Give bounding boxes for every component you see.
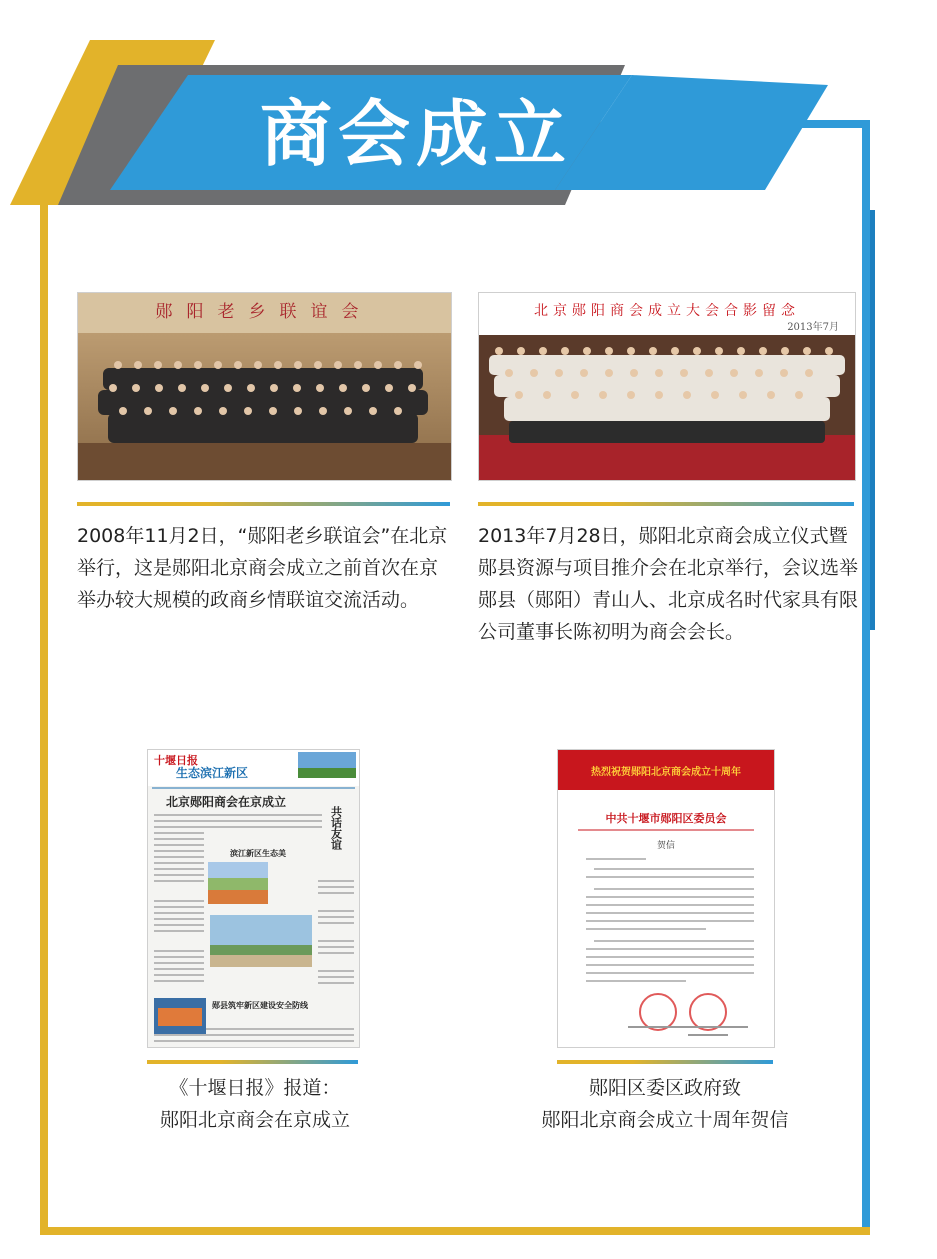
photo2-divider — [478, 502, 854, 506]
newspaper-section: 生态滨江新区 — [176, 766, 249, 780]
page-title: 商会成立 — [259, 92, 572, 176]
newspaper-headline: 北京郧阳商会在京成立 — [166, 795, 287, 809]
photo1-divider — [77, 502, 450, 506]
photo2-caption: 2013年7月28日，郧阳北京商会成立仪式暨郧县资源与项目推介会在北京举行，会议选举郧县（郧阳）青山人、北京成名时代家具有限公司董事长陈初明为商会会长。 — [478, 525, 859, 643]
congratulatory-letter — [557, 749, 775, 1048]
group-photo-image-2 — [479, 293, 855, 480]
newspaper-bottom-headline: 郧县筑牢新区建设安全防线 — [212, 1000, 308, 1010]
frame-bottom-line — [40, 1227, 870, 1235]
photo-gathering-2008 — [77, 292, 452, 481]
newspaper-clipping — [147, 749, 360, 1048]
newspaper-caption-line-2: 郧阳北京商会在京成立 — [159, 1109, 350, 1131]
group-photo-image — [78, 293, 451, 480]
letter-divider — [557, 1060, 773, 1064]
photo1-caption: 2008年11月2日，“郧阳老乡联谊会”在北京举行，这是郧阳北京商会成立之前首次在京举办较大规模的政商乡情联谊交流活动。 — [77, 525, 448, 611]
newspaper-image — [148, 750, 359, 1047]
letter-top-banner: 热烈祝贺郧阳北京商会成立十周年 — [591, 767, 741, 778]
letter-title: 贺信 — [656, 841, 676, 851]
letter-caption-line-2: 郧阳北京商会成立十周年贺信 — [541, 1109, 789, 1131]
letter-caption-line-1: 郧阳区委区政府致 — [588, 1077, 741, 1099]
frame-left-line — [40, 200, 48, 1235]
letter-image — [558, 750, 774, 1047]
newspaper-sub-heading: 滨江新区生态美 — [230, 848, 286, 858]
photo1-banner-text: 郧阳老乡联谊会 — [155, 302, 373, 322]
photo-founding-2013 — [478, 292, 856, 481]
newspaper-caption-line-1: 《十堰日报》报道： — [169, 1077, 341, 1099]
letter-org: 中共十堰市郧阳区委员会 — [605, 812, 727, 825]
frame-right-line — [862, 120, 870, 1235]
newspaper-side-headline-1: 共话友谊 — [329, 806, 343, 850]
photo2-banner-text: 北京郧阳商会成立大会合影留念 — [534, 303, 800, 319]
photo2-date-text: 2013年7月 — [787, 322, 839, 333]
frame-right-accent — [870, 210, 875, 630]
newspaper-masthead: 十堰日报 — [154, 754, 198, 767]
newspaper-divider — [147, 1060, 358, 1064]
